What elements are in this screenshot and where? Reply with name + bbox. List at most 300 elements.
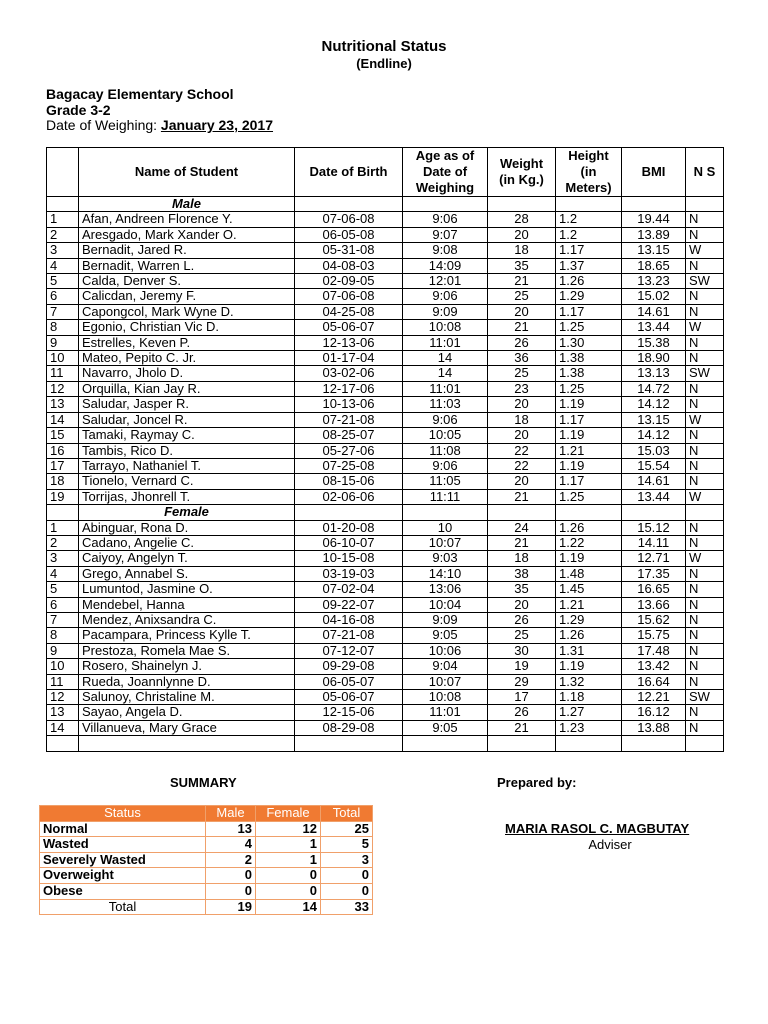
bmi: 13.15 (622, 243, 686, 258)
empty-cell (686, 505, 724, 520)
age: 9:06 (403, 412, 488, 427)
empty-cell (488, 505, 556, 520)
student-name: Bernadit, Jared R. (79, 243, 295, 258)
table-row (47, 397, 724, 412)
row-number: 16 (47, 443, 79, 458)
weight: 21 (488, 720, 556, 735)
height: 1.19 (556, 428, 622, 443)
age: 11:08 (403, 443, 488, 458)
row-number: 19 (47, 489, 79, 504)
birth-date: 12-17-06 (295, 381, 403, 396)
document-title: Nutritional Status (321, 38, 447, 55)
age: 10:08 (403, 690, 488, 705)
weight: 25 (488, 628, 556, 643)
height: 1.32 (556, 674, 622, 689)
bmi: 15.54 (622, 458, 686, 473)
row-number: 18 (47, 474, 79, 489)
row-number: 1 (47, 520, 79, 535)
height: 1.38 (556, 366, 622, 381)
table-row (47, 690, 724, 705)
height: 1.31 (556, 643, 622, 658)
weight: 25 (488, 366, 556, 381)
bmi: 14.11 (622, 535, 686, 550)
nutritional-status: N (686, 443, 724, 458)
empty-cell (295, 197, 403, 212)
student-name: Cadano, Angelie C. (79, 535, 295, 550)
bmi: 13.23 (622, 274, 686, 289)
school-name: Bagacay Elementary School (46, 86, 234, 102)
col-bmi: BMI (622, 148, 686, 197)
summary-total-row (40, 899, 373, 915)
summary-total: 25 (321, 821, 373, 837)
row-number: 9 (47, 643, 79, 658)
table-row (47, 381, 724, 396)
table-row (47, 628, 724, 643)
summary-total: 33 (321, 899, 373, 915)
col-weight: Weight (in Kg.) (488, 148, 556, 197)
summary-male: 13 (206, 821, 256, 837)
birth-date: 10-15-08 (295, 551, 403, 566)
birth-date: 05-27-06 (295, 443, 403, 458)
age: 9:09 (403, 304, 488, 319)
age: 14:10 (403, 566, 488, 581)
nutritional-status: N (686, 258, 724, 273)
table-row (47, 366, 724, 381)
birth-date: 05-31-08 (295, 243, 403, 258)
height: 1.17 (556, 243, 622, 258)
summary-male: 0 (206, 883, 256, 899)
summary-status: Wasted (40, 837, 206, 853)
height: 1.19 (556, 458, 622, 473)
empty-cell (295, 505, 403, 520)
nutritional-status: SW (686, 366, 724, 381)
age: 9:05 (403, 720, 488, 735)
summary-table (39, 805, 373, 915)
birth-date: 03-02-06 (295, 366, 403, 381)
bmi: 12.71 (622, 551, 686, 566)
empty-cell (556, 736, 622, 751)
birth-date: 12-13-06 (295, 335, 403, 350)
empty-cell (47, 505, 79, 520)
height: 1.17 (556, 474, 622, 489)
bmi: 14.12 (622, 428, 686, 443)
birth-date: 01-17-04 (295, 351, 403, 366)
row-number: 6 (47, 597, 79, 612)
weight: 21 (488, 535, 556, 550)
table-row (47, 227, 724, 242)
age: 11:11 (403, 489, 488, 504)
date-value: January 23, 2017 (160, 117, 274, 133)
birth-date: 07-21-08 (295, 628, 403, 643)
table-row (47, 443, 724, 458)
summary-total: 3 (321, 852, 373, 868)
row-number: 10 (47, 659, 79, 674)
nutritional-status: SW (686, 690, 724, 705)
height: 1.2 (556, 227, 622, 242)
age: 10:04 (403, 597, 488, 612)
age: 11:01 (403, 381, 488, 396)
row-number: 5 (47, 582, 79, 597)
nutritional-status: N (686, 212, 724, 227)
weight: 35 (488, 258, 556, 273)
col-dob: Date of Birth (295, 148, 403, 197)
row-number: 11 (47, 674, 79, 689)
table-row (47, 274, 724, 289)
birth-date: 04-08-03 (295, 258, 403, 273)
summary-status: Obese (40, 883, 206, 899)
nutritional-status: W (686, 551, 724, 566)
nutritional-status: N (686, 381, 724, 396)
height: 1.19 (556, 397, 622, 412)
weight: 18 (488, 551, 556, 566)
student-name: Pacampara, Princess Kylle T. (79, 628, 295, 643)
nutritional-status: N (686, 612, 724, 627)
row-number: 17 (47, 458, 79, 473)
bmi: 15.62 (622, 612, 686, 627)
weight: 29 (488, 674, 556, 689)
weight: 21 (488, 489, 556, 504)
table-row (47, 612, 724, 627)
student-name: Rosero, Shainelyn J. (79, 659, 295, 674)
table-row (47, 674, 724, 689)
nutritional-status: W (686, 489, 724, 504)
bmi: 13.44 (622, 489, 686, 504)
height: 1.48 (556, 566, 622, 581)
table-row (47, 566, 724, 581)
summary-col-male: Male (206, 806, 256, 822)
age: 10:07 (403, 674, 488, 689)
summary-status: Normal (40, 821, 206, 837)
age: 9:09 (403, 612, 488, 627)
student-name: Navarro, Jholo D. (79, 366, 295, 381)
table-row (47, 659, 724, 674)
height: 1.25 (556, 320, 622, 335)
weight: 17 (488, 690, 556, 705)
bmi: 13.88 (622, 720, 686, 735)
bmi: 14.61 (622, 304, 686, 319)
birth-date: 09-22-07 (295, 597, 403, 612)
bmi: 13.44 (622, 320, 686, 335)
row-number: 7 (47, 304, 79, 319)
bmi: 13.89 (622, 227, 686, 242)
weight: 18 (488, 412, 556, 427)
summary-female: 14 (256, 899, 321, 915)
table-row (47, 258, 724, 273)
bmi: 15.12 (622, 520, 686, 535)
summary-heading: SUMMARY (170, 775, 237, 790)
student-name: Bernadit, Warren L. (79, 258, 295, 273)
height: 1.26 (556, 274, 622, 289)
date-of-weighing (46, 117, 273, 133)
height: 1.21 (556, 443, 622, 458)
height: 1.23 (556, 720, 622, 735)
weight: 21 (488, 274, 556, 289)
bmi: 13.42 (622, 659, 686, 674)
table-row (47, 335, 724, 350)
student-name: Capongcol, Mark Wyne D. (79, 304, 295, 319)
student-table (46, 147, 724, 752)
adviser-role: Adviser (588, 837, 632, 852)
height: 1.38 (556, 351, 622, 366)
height: 1.25 (556, 489, 622, 504)
weight: 26 (488, 705, 556, 720)
age: 10:07 (403, 535, 488, 550)
summary-male: 19 (206, 899, 256, 915)
empty-cell (622, 505, 686, 520)
summary-status: Overweight (40, 868, 206, 884)
row-number: 14 (47, 412, 79, 427)
bmi: 14.12 (622, 397, 686, 412)
summary-header-row (40, 806, 373, 822)
weight: 25 (488, 289, 556, 304)
age: 9:08 (403, 243, 488, 258)
nutritional-status: N (686, 520, 724, 535)
birth-date: 08-15-06 (295, 474, 403, 489)
female-section-row (47, 505, 724, 520)
row-number: 3 (47, 243, 79, 258)
weight: 35 (488, 582, 556, 597)
empty-cell (295, 736, 403, 751)
weight: 20 (488, 227, 556, 242)
student-name: Abinguar, Rona D. (79, 520, 295, 535)
summary-col-status: Status (40, 806, 206, 822)
age: 9:06 (403, 212, 488, 227)
student-name: Sayao, Angela D. (79, 705, 295, 720)
weight: 24 (488, 520, 556, 535)
table-row (47, 520, 724, 535)
birth-date: 07-21-08 (295, 412, 403, 427)
birth-date: 06-05-07 (295, 674, 403, 689)
student-table-body (47, 197, 724, 752)
nutritional-status: N (686, 535, 724, 550)
age: 11:05 (403, 474, 488, 489)
table-row (47, 720, 724, 735)
student-name: Mendez, Anixsandra C. (79, 612, 295, 627)
weight: 20 (488, 597, 556, 612)
male-section-label: Male (79, 197, 295, 212)
bmi: 13.15 (622, 412, 686, 427)
weight: 21 (488, 320, 556, 335)
age: 14 (403, 366, 488, 381)
empty-cell (47, 736, 79, 751)
table-row (47, 489, 724, 504)
height: 1.19 (556, 551, 622, 566)
age: 9:04 (403, 659, 488, 674)
height: 1.17 (556, 412, 622, 427)
weight: 22 (488, 443, 556, 458)
height: 1.29 (556, 612, 622, 627)
empty-cell (686, 197, 724, 212)
row-number: 13 (47, 397, 79, 412)
empty-cell (403, 736, 488, 751)
summary-row (40, 821, 373, 837)
student-name: Calda, Denver S. (79, 274, 295, 289)
birth-date: 01-20-08 (295, 520, 403, 535)
birth-date: 02-06-06 (295, 489, 403, 504)
weight: 20 (488, 428, 556, 443)
table-row (47, 212, 724, 227)
weight: 38 (488, 566, 556, 581)
birth-date: 10-13-06 (295, 397, 403, 412)
student-name: Villanueva, Mary Grace (79, 720, 295, 735)
student-name: Calicdan, Jeremy F. (79, 289, 295, 304)
student-name: Mateo, Pepito C. Jr. (79, 351, 295, 366)
bmi: 14.72 (622, 381, 686, 396)
height: 1.17 (556, 304, 622, 319)
summary-col-female: Female (256, 806, 321, 822)
birth-date: 04-16-08 (295, 612, 403, 627)
birth-date: 08-25-07 (295, 428, 403, 443)
summary-row (40, 868, 373, 884)
student-name: Afan, Andreen Florence Y. (79, 212, 295, 227)
weight: 20 (488, 397, 556, 412)
weight: 20 (488, 474, 556, 489)
student-name: Caiyoy, Angelyn T. (79, 551, 295, 566)
col-height: Height (in Meters) (556, 148, 622, 197)
bmi: 14.61 (622, 474, 686, 489)
summary-table-body (40, 821, 373, 915)
empty-cell (403, 505, 488, 520)
nutritional-status: N (686, 582, 724, 597)
student-name: Tionelo, Vernard C. (79, 474, 295, 489)
age: 14:09 (403, 258, 488, 273)
row-number: 11 (47, 366, 79, 381)
table-row (47, 351, 724, 366)
prepared-by-heading: Prepared by: (497, 775, 577, 790)
student-name: Tarrayo, Nathaniel T. (79, 458, 295, 473)
summary-status: Total (40, 899, 206, 915)
table-header-row (47, 148, 724, 197)
age: 12:01 (403, 274, 488, 289)
height: 1.30 (556, 335, 622, 350)
table-row (47, 474, 724, 489)
birth-date: 08-29-08 (295, 720, 403, 735)
height: 1.19 (556, 659, 622, 674)
row-number: 12 (47, 690, 79, 705)
nutritional-status: N (686, 597, 724, 612)
summary-row (40, 883, 373, 899)
date-label: Date of Weighing: (46, 117, 161, 133)
bmi: 13.66 (622, 597, 686, 612)
nutritional-status: N (686, 705, 724, 720)
age: 9:05 (403, 628, 488, 643)
weight: 22 (488, 458, 556, 473)
nutritional-status: N (686, 304, 724, 319)
summary-row (40, 837, 373, 853)
height: 1.37 (556, 258, 622, 273)
birth-date: 07-06-08 (295, 289, 403, 304)
row-number: 4 (47, 258, 79, 273)
weight: 26 (488, 612, 556, 627)
birth-date: 07-25-08 (295, 458, 403, 473)
row-number: 5 (47, 274, 79, 289)
height: 1.18 (556, 690, 622, 705)
bmi: 16.65 (622, 582, 686, 597)
age: 14 (403, 351, 488, 366)
birth-date: 05-06-07 (295, 690, 403, 705)
table-row (47, 582, 724, 597)
row-number: 10 (47, 351, 79, 366)
table-row (47, 304, 724, 319)
empty-cell (556, 197, 622, 212)
empty-cell (488, 197, 556, 212)
row-number: 14 (47, 720, 79, 735)
summary-status: Severely Wasted (40, 852, 206, 868)
student-name: Aresgado, Mark Xander O. (79, 227, 295, 242)
nutritional-status: N (686, 720, 724, 735)
table-row (47, 428, 724, 443)
age: 9:06 (403, 289, 488, 304)
row-number: 13 (47, 705, 79, 720)
nutritional-status: W (686, 243, 724, 258)
bmi: 15.75 (622, 628, 686, 643)
nutritional-status: N (686, 474, 724, 489)
birth-date: 03-19-03 (295, 566, 403, 581)
bmi: 17.35 (622, 566, 686, 581)
weight: 28 (488, 212, 556, 227)
summary-female: 1 (256, 852, 321, 868)
summary-female: 0 (256, 883, 321, 899)
summary-total: 5 (321, 837, 373, 853)
summary-female: 12 (256, 821, 321, 837)
student-name: Egonio, Christian Vic D. (79, 320, 295, 335)
table-row (47, 535, 724, 550)
row-number: 6 (47, 289, 79, 304)
birth-date: 07-06-08 (295, 212, 403, 227)
age: 11:01 (403, 335, 488, 350)
student-name: Saludar, Jasper R. (79, 397, 295, 412)
weight: 19 (488, 659, 556, 674)
birth-date: 12-15-06 (295, 705, 403, 720)
student-name: Torrijas, Jhonrell T. (79, 489, 295, 504)
row-number: 8 (47, 320, 79, 335)
col-number (47, 148, 79, 197)
weight: 30 (488, 643, 556, 658)
height: 1.21 (556, 597, 622, 612)
bmi: 17.48 (622, 643, 686, 658)
height: 1.22 (556, 535, 622, 550)
empty-cell (47, 197, 79, 212)
table-row (47, 458, 724, 473)
student-name: Estrelles, Keven P. (79, 335, 295, 350)
student-name: Grego, Annabel S. (79, 566, 295, 581)
table-row (47, 597, 724, 612)
age: 9:06 (403, 458, 488, 473)
student-name: Saludar, Joncel R. (79, 412, 295, 427)
weight: 26 (488, 335, 556, 350)
empty-cell (686, 736, 724, 751)
bmi: 13.13 (622, 366, 686, 381)
age: 9:03 (403, 551, 488, 566)
bmi: 12.21 (622, 690, 686, 705)
bmi: 16.64 (622, 674, 686, 689)
table-row (47, 320, 724, 335)
age: 13:06 (403, 582, 488, 597)
weight: 18 (488, 243, 556, 258)
empty-cell (556, 505, 622, 520)
birth-date: 09-29-08 (295, 659, 403, 674)
student-name: Tambis, Rico D. (79, 443, 295, 458)
empty-cell (79, 736, 295, 751)
student-name: Orquilla, Kian Jay R. (79, 381, 295, 396)
row-number: 9 (47, 335, 79, 350)
weight: 23 (488, 381, 556, 396)
nutritional-status: N (686, 659, 724, 674)
height: 1.2 (556, 212, 622, 227)
col-age: Age as of Date of Weighing (403, 148, 488, 197)
summary-female: 1 (256, 837, 321, 853)
weight: 36 (488, 351, 556, 366)
